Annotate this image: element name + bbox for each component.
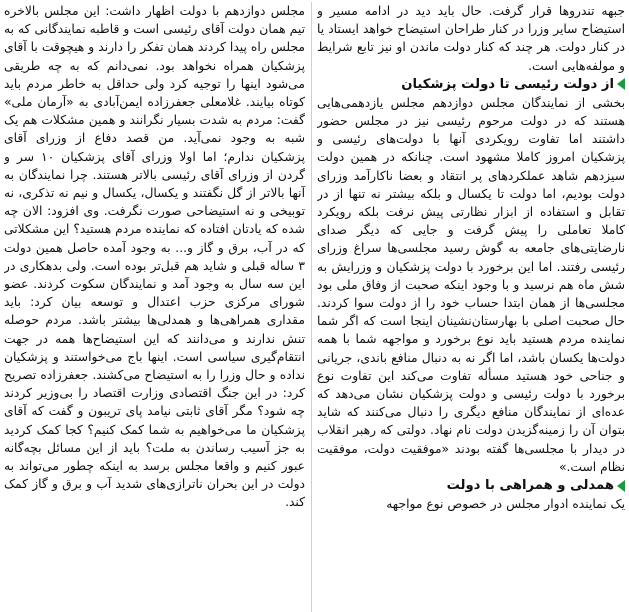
section-heading-empathy [317,476,625,495]
article-column-right [317,2,625,612]
section-paragraph: بخشی از نمایندگان مجلس دوازدهم مجلس یازدهمی‌هایی هستند که در دولت مرحوم رئیسی نیز در مجلس حضور داشتند اما تفاوت رویکردی آنها با دولت‌های رئیسی و پزشکیان امروز کاملا مشهود است. چنانکه در همین دولت سیزدهم شاهد عملکردهای پر انتقاد و بعضا ناکارآمد وزرای دولت بودیم، اما دولت تا یکسال و بلکه بیشتر نه تنها از در تقابل و استفاده از ابزار نظارتی پیش نرفت بلکه رویکرد کاملا تعاملی را پیش گرفت و جایی که دیگر صدای نارضایتی‌های جامعه به گوش رسید مجلسی‌ها سراغ وزرای رئیسی رفتند. اما این برخورد با دولت پزشکیان و وزرایش به شش ماه هم نرسید و با وجود اینکه صحبت از وفاق ملی بود مجلسی‌ها از همان ابتدا حساب خود را از دولت سوا کردند. حال صحبت اصلی با بهارستان‌نشینان اینجا است که اگر شما نماینده مردم هستید باید نوع برخورد و مواجهه شما با همه دولت‌ها یکسان باشد، اما اگر نه به دنبال منافع باندی، جریانی و جناحی خود هستید مسأله تفاوت می‌کند این تفاوت نوع برخورد با دولت رئیسی و دولت پزشکیان نشان می‌دهد که عده‌ای از نمایندگان منافع دیگری را دنبال می‌کنند که شاید بتوان آن را زمینه‌گزیدن دولت نام نهاد. دولتی که رهبر انقلاب در دیدار با مجلسی‌ها گفته بودند «موفقیت دولت، موفقیت نظام است.» [317,95,625,474]
section-heading-text: از دولت رئیسی تا دولت پزشکیان [401,76,614,92]
article-column-left [4,2,312,612]
body-paragraph: مجلس دوازدهم با دولت اظهار داشت: این مجلس بالاخره تیم همان دولت آقای رئیسی است و قاطبه نمایندگانی که به مجلس راه پیدا کردند همان تفکر را دارند و هیچوقت با آقای پزشکیان همراه نخواهد بود. نمی‌دانم که به چه طریقی می‌شود اینها را توجیه کرد ولی حداقل به خاطر مردم باید کوتاه بیایند. غلامعلی جعفرزاده ایمن‌آبادی به «آرمان ملی» گفت: مردم به شدت بسیار نگرانند و همین مشکلات هم یک شبه به وجود نمی‌آید. من قصد دفاع از وزرای آقای پزشکیان ندارم؛ اما اولا وزرای آقای پزشکیان ۱۰ سر و گردن از وزرای آقای رئیسی بالاتر هستند. چرا نمایندگان به آنها بالاتر از گل نگفتند و یکسال، یکسال و نیم نه تذکری، نه توبیخی و نه استیضاحی صورت نگرفت. وی افزود: الان چه شده که یادتان افتاده که نماینده مردم هستید؟ این مشکلاتی که در آب، برق و گاز و... به وجود آمده حاصل همین دولت ۳ ساله قبلی و شاید هم قبل‌تر بوده است. ولی بدهکاری در این سه سال به وجود آمد و نمایندگان سکوت کردند. عضو شورای مرکزی حزب اعتدال و توسعه بیان کرد: باید مقداری همراهی‌ها و همدلی‌ها بیشتر باشد. مردم حوصله تنش ندارند و می‌دانند که این استیضاح‌ها همه در جهت انتقام‌گیری سیاسی است. اینها باج می‌خواستند و پزشکیان نداده و حال وزرا را به استیضاح می‌کشند. جعفرزاده تصریح کرد: در این جنگ اقتصادی وزارت اقتصاد را بی‌وزیر کردند چه شود؟ مگر آقای ثابتی نیامد پای تریبون و گفت که آقای پزشکیان ما می‌خواهیم به شما کمک کنیم؟ کجا کمک کردید به جز آسیب رساندن به ملت؟ باید از این مسائل بچه‌گانه عبور کنیم و واقعا مجلس برسد به اینکه چطور می‌تواند به دولت در این بحران ناترازی‌های شدید آب و برق و گاز کمک کند. [4,4,305,510]
section-heading-raisi-to-pezeshkian [317,75,625,94]
section-paragraph: یک نماینده ادوار مجلس در خصوص نوع مواجهه [386,497,625,512]
intro-paragraph: جبهه تندروها قرار گرفت. حال باید دید در ادامه مسیر و استیضاح سایر وزرا در کنار طراحان استیضاح خواهد ایستاد یا در کنار دولت. هر چند که کنار دولت ماندن او نیز تابع شرایط و مولفه‌هایی است. [317,4,625,73]
section-heading-text: همدلی و همراهی با دولت [446,478,614,494]
green-triangle-icon [617,480,625,492]
green-triangle-icon [617,78,625,90]
